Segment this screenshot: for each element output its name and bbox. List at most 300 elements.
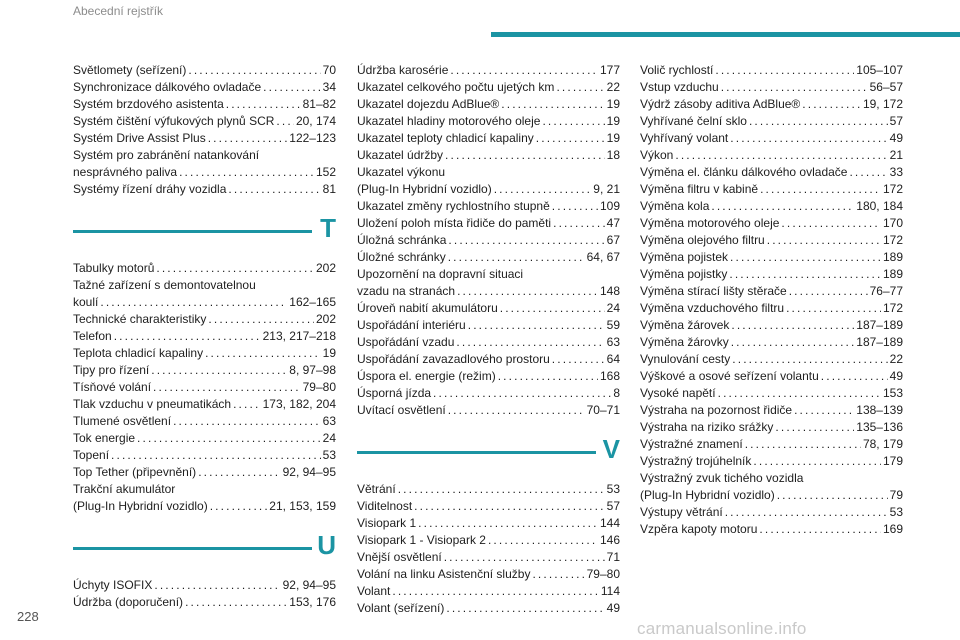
index-entry — [640, 487, 903, 504]
index-entry — [640, 130, 903, 147]
dot-leader — [100, 294, 287, 311]
dot-leader — [789, 283, 868, 300]
entry-pages: 202 — [315, 261, 336, 275]
entry-term: Volání na linku Asistenční služby — [357, 567, 531, 581]
dot-leader — [552, 198, 598, 215]
heading-letter: U — [317, 530, 336, 560]
entry-list — [73, 260, 336, 515]
index-entry — [73, 498, 336, 515]
page-number: 228 — [17, 609, 39, 624]
dot-leader — [185, 594, 287, 611]
index-column-3 — [640, 62, 903, 538]
entry-pages: 18 — [606, 148, 620, 162]
dot-leader — [542, 113, 604, 130]
entry-term: Výměna vzduchového filtru — [640, 301, 785, 315]
heading-rule — [73, 547, 312, 550]
index-entry — [73, 464, 336, 481]
heading-rule — [357, 451, 596, 454]
dot-leader — [173, 413, 321, 430]
dot-leader — [730, 130, 887, 147]
dot-leader — [759, 521, 881, 538]
entry-term: Systémy řízení dráhy vozidla — [73, 182, 227, 196]
heading-letter: V — [602, 434, 620, 464]
index-entry — [357, 283, 620, 300]
index-entry — [640, 521, 903, 538]
index-entry — [73, 447, 336, 464]
entry-pages: 9, 21 — [593, 182, 620, 196]
entry-pages: 57 — [889, 114, 903, 128]
letter-heading-t — [73, 215, 336, 249]
entry-term: Údržba karosérie — [357, 63, 449, 77]
dot-leader — [233, 396, 261, 413]
entry-list — [357, 481, 620, 617]
entry-pages: 144 — [599, 516, 620, 530]
index-entry — [640, 232, 903, 249]
index-entry — [73, 362, 336, 379]
dot-leader — [775, 419, 854, 436]
entry-pages: 213, 217–218 — [262, 329, 336, 343]
entry-pages: 19 — [322, 346, 336, 360]
index-entry — [640, 181, 903, 198]
index-entry — [357, 130, 620, 147]
index-entry — [357, 300, 620, 317]
entry-pages: 138–139 — [856, 403, 903, 417]
index-entry — [73, 113, 336, 130]
dot-leader — [205, 345, 321, 362]
entry-term: Vstup vzduchu — [640, 80, 719, 94]
index-entry — [357, 62, 620, 79]
entry-pages: 63 — [322, 414, 336, 428]
entry-pages: 169 — [882, 522, 903, 536]
dot-leader — [849, 164, 887, 181]
entry-term: Visiopark 1 — [357, 516, 417, 530]
entry-term: nesprávného paliva — [73, 165, 178, 179]
entry-term: vzadu na stranách — [357, 284, 456, 298]
entry-pages: 56–57 — [869, 80, 903, 94]
entry-term: koulí — [73, 295, 99, 309]
index-entry — [73, 413, 336, 430]
dot-leader — [731, 334, 855, 351]
dot-leader — [392, 583, 598, 600]
dot-leader — [753, 453, 881, 470]
dot-leader — [445, 147, 605, 164]
entry-term: (Plug-In Hybridní vozidlo) — [640, 488, 775, 502]
entry-pages: 47 — [606, 216, 620, 230]
dot-leader — [111, 447, 321, 464]
dot-leader — [794, 402, 854, 419]
index-entry — [640, 266, 903, 283]
entry-term: Tlumené osvětlení — [73, 414, 172, 428]
entry-pages: 189 — [882, 250, 903, 264]
letter-heading-u — [73, 532, 336, 566]
dot-leader — [208, 130, 288, 147]
entry-pages: 162–165 — [289, 295, 336, 309]
index-column-2 — [357, 62, 620, 617]
index-entry — [73, 577, 336, 594]
entry-pages: 19 — [606, 131, 620, 145]
entry-pages: 146 — [599, 533, 620, 547]
dot-leader — [711, 198, 854, 215]
index-entry — [73, 396, 336, 413]
index-entry — [640, 453, 903, 470]
entry-pages: 109 — [599, 199, 620, 213]
index-entry — [73, 345, 336, 362]
entry-term: Tabulky motorů — [73, 261, 155, 275]
index-entry — [73, 260, 336, 277]
entry-term: Výměna pojistky — [640, 267, 728, 281]
dot-leader — [500, 300, 605, 317]
index-entry — [640, 164, 903, 181]
dot-leader — [263, 79, 321, 96]
dot-leader — [767, 232, 881, 249]
entry-pages: 70–71 — [586, 403, 620, 417]
entry-pages: 79–80 — [586, 567, 620, 581]
dot-leader — [802, 96, 861, 113]
entry-term: Vnější osvětlení — [357, 550, 442, 564]
entry-pages: 21, 153, 159 — [269, 499, 336, 513]
index-entry — [357, 198, 620, 215]
index-entry — [357, 317, 620, 334]
entry-pages: 177 — [599, 63, 620, 77]
dot-leader — [532, 566, 584, 583]
index-entry — [640, 300, 903, 317]
entry-term: Výkon — [640, 148, 674, 162]
dot-leader — [446, 600, 604, 617]
index-entry — [73, 430, 336, 447]
entry-term: Technické charakteristiky — [73, 312, 207, 326]
entry-term: Výstražné znamení — [640, 437, 743, 451]
index-entry — [640, 436, 903, 453]
entry-pages: 135–136 — [856, 420, 903, 434]
entry-term: Vynulování cesty — [640, 352, 731, 366]
index-entry — [640, 385, 903, 402]
entry-term: Úspora el. energie (režim) — [357, 369, 496, 383]
entry-pages: 79 — [889, 488, 903, 502]
dot-leader — [760, 181, 881, 198]
entry-pages: 53 — [889, 505, 903, 519]
dot-leader — [448, 249, 585, 266]
index-entry — [73, 164, 336, 181]
entry-term: Visiopark 1 - Visiopark 2 — [357, 533, 486, 547]
entry-term: Ukazatel hladiny motorového oleje — [357, 114, 541, 128]
entry-term: Vyhřívaný volant — [640, 131, 729, 145]
entry-term-line: Upozornění na dopravní situaci — [357, 267, 524, 281]
dot-leader — [418, 515, 598, 532]
entry-term: Vysoké napětí — [640, 386, 716, 400]
entry-pages: 64, 67 — [586, 250, 620, 264]
index-entry — [73, 594, 336, 611]
index-entry — [73, 181, 336, 198]
dot-leader — [156, 260, 314, 277]
index-entry — [640, 147, 903, 164]
dot-leader — [781, 215, 881, 232]
entry-term: Výměna žárovek — [640, 318, 730, 332]
dot-leader — [821, 368, 888, 385]
entry-term: Volant (seřízení) — [357, 601, 445, 615]
index-entry — [357, 385, 620, 402]
index-entry — [640, 419, 903, 436]
entry-pages: 70 — [322, 63, 336, 77]
entry-pages: 22 — [889, 352, 903, 366]
entry-pages: 49 — [889, 131, 903, 145]
dot-leader — [501, 96, 604, 113]
entry-term: (Plug-In Hybridní vozidlo) — [73, 499, 208, 513]
entry-term: Výstražný trojúhelník — [640, 454, 752, 468]
dot-leader — [444, 549, 605, 566]
entry-pages: 180, 184 — [856, 199, 903, 213]
dot-leader — [730, 249, 881, 266]
entry-pages: 189 — [882, 267, 903, 281]
entry-pages: 202 — [315, 312, 336, 326]
entry-pages: 81 — [322, 182, 336, 196]
entry-term: Ukazatel údržby — [357, 148, 444, 162]
dot-leader — [553, 215, 605, 232]
entry-pages: 57 — [606, 499, 620, 513]
dot-leader — [498, 368, 598, 385]
dot-leader — [556, 79, 604, 96]
entry-pages: 152 — [315, 165, 336, 179]
entry-term: Výměna motorového oleje — [640, 216, 780, 230]
entry-term: Ukazatel teploty chladicí kapaliny — [357, 131, 534, 145]
dot-leader — [228, 181, 320, 198]
entry-term: Výstraha na pozornost řidiče — [640, 403, 793, 417]
entry-pages: 19, 172 — [862, 97, 903, 111]
entry-term: Výškové a osové seřízení volantu — [640, 369, 819, 383]
entry-term: Výměna el. článku dálkového ovladače — [640, 165, 848, 179]
entry-term: Úroveň nabití akumulátoru — [357, 301, 498, 315]
entry-term: Výměna kola — [640, 199, 710, 213]
entry-pages: 20, 174 — [295, 114, 336, 128]
index-entry — [357, 549, 620, 566]
index-entry — [357, 532, 620, 549]
dot-leader — [153, 379, 301, 396]
entry-pages: 64 — [606, 352, 620, 366]
dot-leader — [210, 498, 268, 515]
dot-leader — [718, 385, 881, 402]
entry-pages: 92, 94–95 — [282, 578, 336, 592]
entry-pages: 179 — [882, 454, 903, 468]
index-entry — [357, 215, 620, 232]
dot-leader — [198, 464, 280, 481]
dot-leader — [536, 130, 605, 147]
dot-leader — [114, 328, 261, 345]
header-accent-bar — [491, 32, 960, 37]
index-entry — [357, 113, 620, 130]
entry-pages: 63 — [606, 335, 620, 349]
entry-term: Úložná schránka — [357, 233, 447, 247]
index-entry — [357, 334, 620, 351]
entry-term: Systém brzdového asistenta — [73, 97, 224, 111]
dot-leader — [448, 232, 604, 249]
entry-pages: 24 — [606, 301, 620, 315]
dot-leader — [494, 181, 592, 198]
entry-pages: 8 — [613, 386, 620, 400]
index-entry — [357, 249, 620, 266]
entry-term: Topení — [73, 448, 110, 462]
entry-term: Teplota chladicí kapaliny — [73, 346, 204, 360]
entry-term: Systém čištění výfukových plynů SCR — [73, 114, 275, 128]
dot-leader — [456, 334, 604, 351]
dot-leader — [488, 532, 598, 549]
entry-term: Údržba (doporučení) — [73, 595, 184, 609]
watermark: carmanualsonline.info — [637, 619, 807, 638]
entry-term: Tlak vzduchu v pneumatikách — [73, 397, 232, 411]
entry-term: Výměna olejového filtru — [640, 233, 765, 247]
index-entry — [357, 181, 620, 198]
entry-pages: 114 — [600, 584, 620, 598]
entry-term-line: Tažné zařízení s demontovatelnou — [73, 278, 256, 292]
entry-pages: 8, 97–98 — [289, 363, 336, 377]
entry-pages: 92, 94–95 — [282, 465, 336, 479]
entry-term-line: Systém pro zabránění natankování — [73, 148, 260, 162]
entry-term: Světlomety (seřízení) — [73, 63, 187, 77]
index-entry — [640, 113, 903, 130]
entry-pages: 81–82 — [302, 97, 336, 111]
entry-term: Uvítací osvětlení — [357, 403, 446, 417]
entry-list — [640, 62, 903, 538]
entry-pages: 49 — [889, 369, 903, 383]
entry-pages: 59 — [606, 318, 620, 332]
entry-pages: 187–189 — [856, 318, 903, 332]
entry-pages: 172 — [882, 182, 903, 196]
dot-leader — [154, 577, 280, 594]
dot-leader — [433, 385, 611, 402]
dot-leader — [398, 481, 605, 498]
dot-leader — [552, 351, 605, 368]
dot-leader — [786, 300, 881, 317]
index-entry — [357, 481, 620, 498]
heading-rule — [73, 230, 312, 233]
index-entry — [357, 515, 620, 532]
entry-term: Vzpěra kapoty motoru — [640, 522, 758, 536]
entry-term: Úchyty ISOFIX — [73, 578, 153, 592]
entry-pages: 67 — [606, 233, 620, 247]
index-entry — [640, 334, 903, 351]
dot-leader — [731, 317, 854, 334]
dot-leader — [179, 164, 314, 181]
entry-pages: 71 — [606, 550, 620, 564]
entry-term-line: Ukazatel výkonu — [357, 165, 446, 179]
index-entry — [640, 96, 903, 113]
entry-pages: 53 — [606, 482, 620, 496]
index-entry — [357, 368, 620, 385]
entry-pages: 153, 176 — [289, 595, 336, 609]
entry-term: Výdrž zásoby aditiva AdBlue® — [640, 97, 801, 111]
index-entry — [73, 96, 336, 113]
index-entry — [640, 368, 903, 385]
entry-pages: 153 — [882, 386, 903, 400]
dot-leader — [137, 430, 321, 447]
dot-leader — [450, 62, 598, 79]
index-entry — [640, 198, 903, 215]
entry-term: Synchronizace dálkového ovladače — [73, 80, 262, 94]
entry-term: Volant — [357, 584, 391, 598]
section-title: Abecední rejstřík — [73, 4, 164, 18]
entry-pages: 53 — [322, 448, 336, 462]
index-entry — [640, 504, 903, 521]
dot-leader — [414, 498, 604, 515]
entry-term: Volič rychlostí — [640, 63, 714, 77]
dot-leader — [188, 62, 320, 79]
entry-term: Uložení poloh místa řidiče do paměti — [357, 216, 552, 230]
index-entry — [73, 311, 336, 328]
entry-term: Výměna stírací lišty stěrače — [640, 284, 787, 298]
index-entry — [357, 79, 620, 96]
entry-term: Výstraha na riziko srážky — [640, 420, 774, 434]
entry-term: Úsporná jízda — [357, 386, 432, 400]
entry-list — [73, 577, 336, 611]
dot-leader — [749, 113, 888, 130]
dot-leader — [715, 62, 854, 79]
entry-term: Výstupy větrání — [640, 505, 723, 519]
dot-leader — [226, 96, 301, 113]
index-entry — [640, 317, 903, 334]
entry-pages: 34 — [322, 80, 336, 94]
entry-term: Tipy pro řízení — [73, 363, 150, 377]
entry-pages: 172 — [882, 301, 903, 315]
index-entry — [640, 249, 903, 266]
index-entry — [357, 600, 620, 617]
dot-leader — [721, 79, 868, 96]
index-entry — [73, 130, 336, 147]
entry-term: Systém Drive Assist Plus — [73, 131, 206, 145]
entry-term: Viditelnost — [357, 499, 413, 513]
heading-letter: T — [320, 213, 336, 243]
dot-leader — [725, 504, 888, 521]
dot-leader — [468, 317, 605, 334]
entry-pages: 187–189 — [856, 335, 903, 349]
index-entry — [640, 283, 903, 300]
entry-pages: 172 — [882, 233, 903, 247]
dot-leader — [457, 283, 598, 300]
entry-list — [357, 62, 620, 419]
index-entry — [640, 215, 903, 232]
entry-term: Tok energie — [73, 431, 136, 445]
entry-pages: 79–80 — [302, 380, 336, 394]
entry-pages: 78, 179 — [862, 437, 903, 451]
index-entry — [357, 351, 620, 368]
index-entry — [640, 351, 903, 368]
entry-term: Tísňové volání — [73, 380, 152, 394]
dot-leader — [448, 402, 585, 419]
entry-term: Telefon — [73, 329, 112, 343]
entry-term: Výměna pojistek — [640, 250, 729, 264]
index-entry — [357, 402, 620, 419]
entry-term: Větrání — [357, 482, 396, 496]
entry-term: Uspořádání zavazadlového prostoru — [357, 352, 550, 366]
index-column-1 — [73, 62, 336, 611]
entry-term-line: Výstražný zvuk tichého vozidla — [640, 471, 804, 485]
entry-term: Ukazatel dojezdu AdBlue® — [357, 97, 500, 111]
entry-term: Uspořádání interiéru — [357, 318, 466, 332]
entry-term: Ukazatel celkového počtu ujetých km — [357, 80, 555, 94]
index-entry — [73, 294, 336, 311]
entry-pages: 19 — [606, 97, 620, 111]
dot-leader — [208, 311, 314, 328]
dot-leader — [151, 362, 287, 379]
entry-pages: 21 — [889, 148, 903, 162]
entry-pages: 24 — [322, 431, 336, 445]
entry-pages: 76–77 — [869, 284, 903, 298]
dot-leader — [276, 113, 294, 130]
dot-leader — [675, 147, 887, 164]
entry-term: (Plug-In Hybridní vozidlo) — [357, 182, 492, 196]
entry-term: Výměna žárovky — [640, 335, 729, 349]
entry-term: Úložné schránky — [357, 250, 446, 264]
entry-pages: 173, 182, 204 — [262, 397, 336, 411]
index-entry — [357, 566, 620, 583]
entry-term: Ukazatel změny rychlostního stupně — [357, 199, 550, 213]
